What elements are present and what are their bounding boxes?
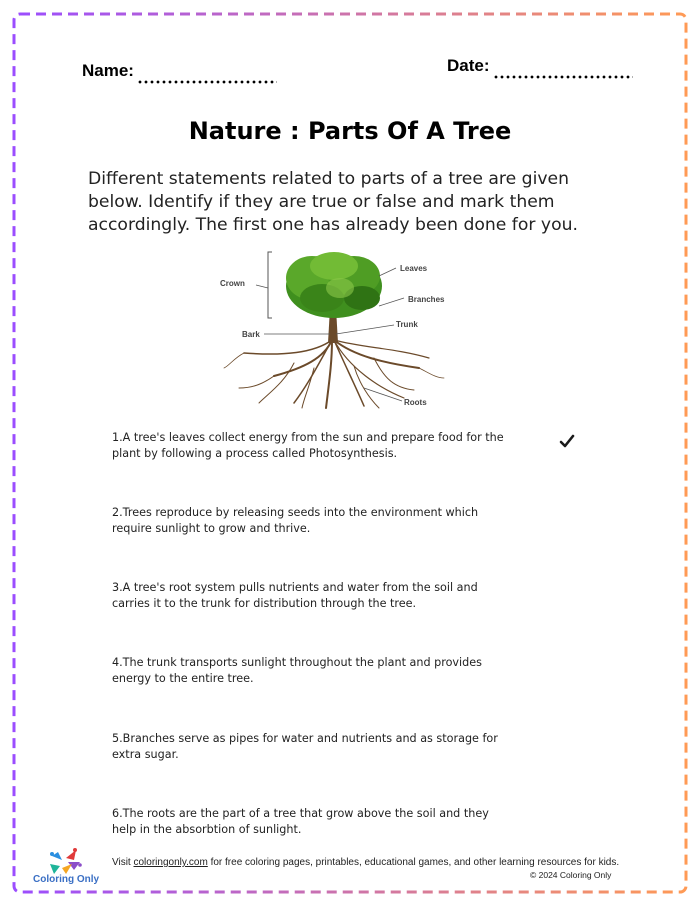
label-crown: Crown [220,279,245,288]
question-4: 4.The trunk transports sunlight throughout the plant and provides energy to the entire tree. [112,656,482,685]
label-roots: Roots [404,398,427,407]
date-blank-line[interactable] [493,75,633,79]
check-icon [558,432,576,450]
question-2: 2.Trees reproduce by releasing seeds into the environment which require sunlight to grow and thrive. [112,506,479,535]
name-blank-line[interactable] [137,80,277,84]
date-label: Date: [447,56,490,75]
logo-icon [30,846,100,876]
logo-text: Coloring Only [33,874,100,885]
name-field[interactable] [82,61,277,81]
label-trunk: Trunk [396,320,418,329]
question-6: 6.The roots are the part of a tree that grow above the soil and they help in the absorbtion of sunlight. [112,807,489,836]
footer-message [112,856,642,870]
footer-visit-prefix: Visit [112,857,134,868]
tree-illustration [214,248,458,412]
name-label: Name: [82,61,134,80]
label-leaves: Leaves [400,264,428,273]
date-field[interactable] [447,56,633,76]
instructions: Different statements related to parts of a tree are given below. Identify if they are true or false and mark them accordingly. The first one has already been done for you. [88,169,578,235]
label-bark: Bark [242,330,260,339]
worksheet-title: Nature : Parts Of A Tree [188,117,512,145]
question-3: 3.A tree's root system pulls nutrients and water from the soil and carries it to the trunk for distribution through the tree. [112,581,478,610]
question-1: 1.A tree's leaves collect energy from the sun and prepare food for the plant by following a process called Photosynthesis. [112,431,504,460]
coloringonly-link[interactable]: coloringonly.com [133,857,208,868]
tree-diagram [214,248,458,412]
footer-visit-suffix: for free coloring pages, printables, educational games, and other learning resources for kids. [207,857,620,868]
copyright-notice: © 2024 Coloring Only [530,870,612,880]
label-branches: Branches [408,295,445,304]
question-5: 5.Branches serve as pipes for water and nutrients and as storage for extra sugar. [112,732,498,761]
